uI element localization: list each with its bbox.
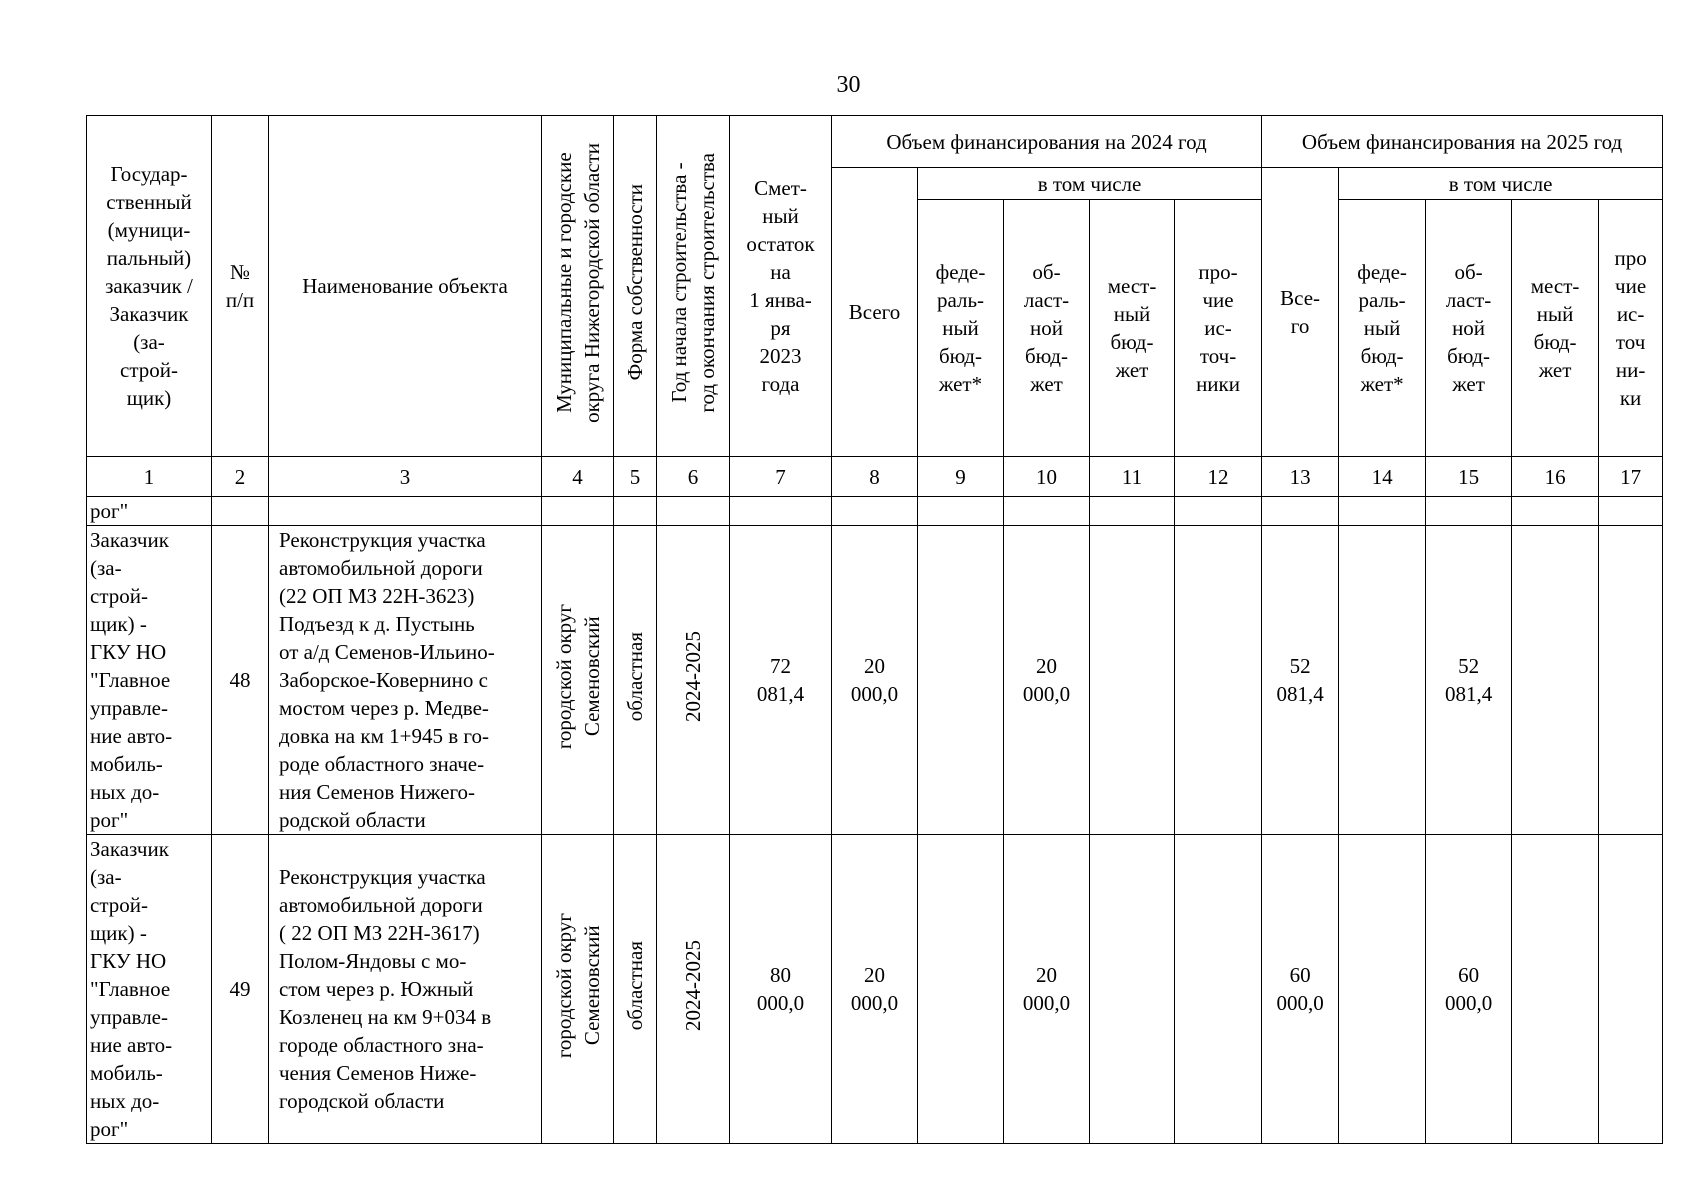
header-fin-2025: Объем финансирования на 2025 год <box>1262 116 1663 168</box>
header-num: № п/п <box>212 116 269 457</box>
row-federal-2025 <box>1339 835 1426 1144</box>
column-number: 5 <box>614 457 657 497</box>
continuation-customer: рог" <box>87 497 212 526</box>
row-object-name: Реконструкция участка автомобильной дороги (22 ОП МЗ 22Н-3623) Подъезд к д. Пустынь от а/д Семенов-Ильино- Заборское-Ковернино с мостом через р. Медве- довка на км 1+945 в го- роде областного значе- ния Семенов Нижего- родской области <box>269 526 542 835</box>
row-object-name: Реконструкция участка автомобильной дороги ( 22 ОП МЗ 22Н-3617) Полом-Яндовы с мо- стом через р. Южный Козленец на км 9+034 в городе областного зна- чения Семенов Ниже- городской области <box>269 835 542 1144</box>
header-ownership: Форма собственности <box>614 116 657 457</box>
row-regional-2024: 20 000,0 <box>1004 526 1090 835</box>
header-municipality: Муниципальные и городские округа Нижегородской области <box>542 116 614 457</box>
header-including-2025: в том числе <box>1339 168 1663 200</box>
header-other-2025: про чие ис- точ ни- ки <box>1599 200 1663 457</box>
row-total-2025: 60 000,0 <box>1262 835 1339 1144</box>
row-years: 2024-2025 <box>657 835 730 1144</box>
header-customer: Государ- ственный (муници- пальный) заказчик / Заказчик (за- строй- щик) <box>87 116 212 457</box>
row-ownership: областная <box>614 526 657 835</box>
row-estimate: 80 000,0 <box>730 835 832 1144</box>
header-row-1 <box>87 116 1663 168</box>
row-local-2024 <box>1090 835 1175 1144</box>
row-customer: Заказчик (за- строй- щик) - ГКУ НО "Главное управле- ние авто- мобиль- ных до- рог" <box>87 835 212 1144</box>
row-municipality: городской округ Семеновский <box>542 835 614 1144</box>
row-local-2025 <box>1512 526 1599 835</box>
column-number: 10 <box>1004 457 1090 497</box>
table-row <box>87 835 1663 1144</box>
column-number-row <box>87 457 1663 497</box>
column-number: 7 <box>730 457 832 497</box>
column-number: 8 <box>832 457 918 497</box>
row-total-2024: 20 000,0 <box>832 835 918 1144</box>
header-total-2025: Все- го <box>1262 168 1339 457</box>
row-num: 48 <box>212 526 269 835</box>
header-years: Год начала строительства - год окончания строительства <box>657 116 730 457</box>
row-customer: Заказчик (за- строй- щик) - ГКУ НО "Главное управле- ние авто- мобиль- ных до- рог" <box>87 526 212 835</box>
column-number: 16 <box>1512 457 1599 497</box>
row-regional-2025: 60 000,0 <box>1426 835 1512 1144</box>
header-federal-2024: феде- раль- ный бюд- жет* <box>918 200 1004 457</box>
column-number: 14 <box>1339 457 1426 497</box>
row-local-2025 <box>1512 835 1599 1144</box>
column-number: 2 <box>212 457 269 497</box>
column-number: 17 <box>1599 457 1663 497</box>
continuation-row <box>87 497 1663 526</box>
header-total-2024: Всего <box>832 168 918 457</box>
column-number: 4 <box>542 457 614 497</box>
row-other-2025 <box>1599 835 1663 1144</box>
row-ownership: областная <box>614 835 657 1144</box>
header-including-2024: в том числе <box>918 168 1262 200</box>
row-num: 49 <box>212 835 269 1144</box>
row-regional-2024: 20 000,0 <box>1004 835 1090 1144</box>
row-federal-2024 <box>918 526 1004 835</box>
header-local-2024: мест- ный бюд- жет <box>1090 200 1175 457</box>
row-local-2024 <box>1090 526 1175 835</box>
header-regional-2025: об- ласт- ной бюд- жет <box>1426 200 1512 457</box>
header-regional-2024: об- ласт- ной бюд- жет <box>1004 200 1090 457</box>
row-other-2024 <box>1175 835 1262 1144</box>
header-federal-2025: феде- раль- ный бюд- жет* <box>1339 200 1426 457</box>
row-federal-2024 <box>918 835 1004 1144</box>
row-years: 2024-2025 <box>657 526 730 835</box>
column-number: 11 <box>1090 457 1175 497</box>
header-estimate: Смет- ный остаток на 1 янва- ря 2023 года <box>730 116 832 457</box>
header-object-name: Наименование объекта <box>269 116 542 457</box>
column-number: 12 <box>1175 457 1262 497</box>
row-other-2024 <box>1175 526 1262 835</box>
row-other-2025 <box>1599 526 1663 835</box>
column-number: 6 <box>657 457 730 497</box>
column-number: 3 <box>269 457 542 497</box>
row-federal-2025 <box>1339 526 1426 835</box>
header-local-2025: мест- ный бюд- жет <box>1512 200 1599 457</box>
column-number: 1 <box>87 457 212 497</box>
row-regional-2025: 52 081,4 <box>1426 526 1512 835</box>
column-number: 13 <box>1262 457 1339 497</box>
row-total-2025: 52 081,4 <box>1262 526 1339 835</box>
header-fin-2024: Объем финансирования на 2024 год <box>832 116 1262 168</box>
row-estimate: 72 081,4 <box>730 526 832 835</box>
column-number: 15 <box>1426 457 1512 497</box>
row-total-2024: 20 000,0 <box>832 526 918 835</box>
row-municipality: городской округ Семеновский <box>542 526 614 835</box>
financing-table <box>86 115 1663 1144</box>
column-number: 9 <box>918 457 1004 497</box>
table-row <box>87 526 1663 835</box>
header-other-2024: про- чие ис- точ- ники <box>1175 200 1262 457</box>
page-number: 30 <box>836 72 861 98</box>
